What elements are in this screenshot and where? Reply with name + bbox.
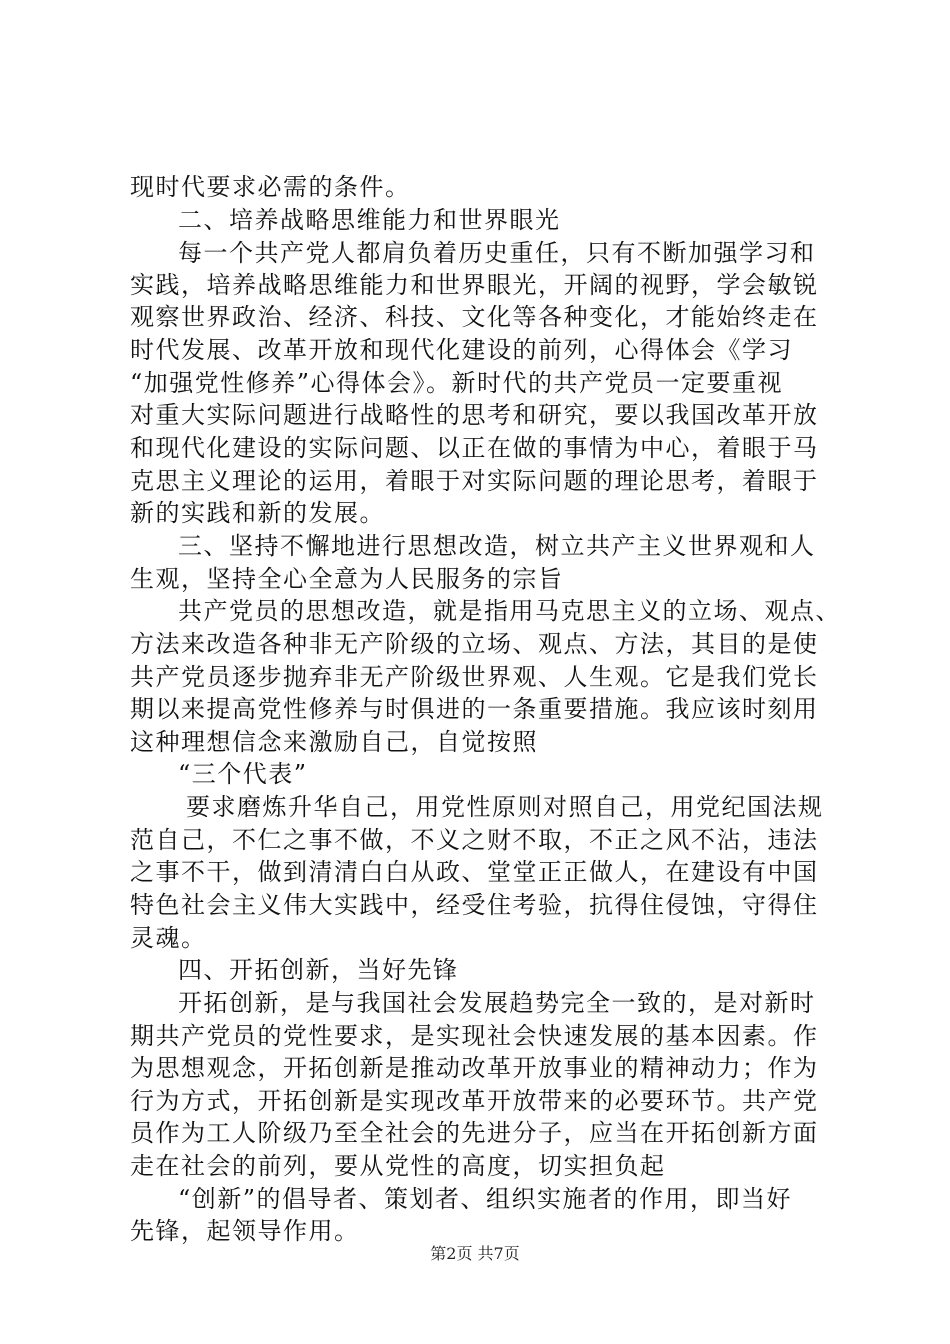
text-line: 开拓创新，是与我国社会发展趋势完全一致的，是对新时: [178, 989, 816, 1017]
section-heading: 四、开拓创新，当好先锋: [178, 956, 459, 984]
text-line: 期共产党员的党性要求，是实现社会快速发展的基本因素。作: [130, 1022, 819, 1050]
text-line: 先锋，起领导作用。: [130, 1217, 360, 1245]
text-line: 观察世界政治、经济、科技、文化等各种变化，才能始终走在: [130, 303, 819, 331]
text-line: 时代发展、改革开放和现代化建设的前列，心得体会《学习: [130, 336, 793, 364]
text-line: 之事不干，做到清清白白从政、堂堂正正做人，在建设有中国: [130, 858, 819, 886]
text-line: “加强党性修养”心得体会》。新时代的共产党员一定要重视: [130, 369, 784, 397]
text-line: 灵魂。: [130, 924, 207, 952]
text-line: 特色社会主义伟大实践中，经受住考验，抗得住侵蚀，守得住: [130, 891, 819, 919]
text-line: 和现代化建设的实际问题、以正在做的事情为中心，着眼于马: [130, 434, 819, 462]
text-line: 员作为工人阶级乃至全社会的先进分子，应当在开拓创新方面: [130, 1119, 819, 1147]
section-heading: 二、培养战略思维能力和世界眼光: [178, 206, 561, 234]
text-line: 现时代要求必需的条件。: [130, 173, 411, 201]
text-line: 共产党员逐步抛弃非无产阶级世界观、人生观。它是我们党长: [130, 663, 819, 691]
text-line: 行为方式，开拓创新是实现改革开放带来的必要环节。共产党: [130, 1087, 819, 1115]
text-line: 共产党员的思想改造，就是指用马克思主义的立场、观点、: [178, 597, 841, 625]
text-line: 走在社会的前列，要从党性的高度，切实担负起: [130, 1152, 666, 1180]
text-line: “三个代表”: [178, 760, 308, 788]
text-line: 每一个共产党人都肩负着历史重任，只有不断加强学习和: [178, 239, 816, 267]
text-line: 要求磨炼升华自己，用党性原则对照自己，用党纪国法规: [186, 793, 824, 821]
text-line: 期以来提高党性修养与时俱进的一条重要措施。我应该时刻用: [130, 695, 819, 723]
text-line: 新的实践和新的发展。: [130, 499, 385, 527]
section-heading: 三、坚持不懈地进行思想改造，树立共产主义世界观和人: [178, 532, 816, 560]
text-line: 为思想观念，开拓创新是推动改革开放事业的精神动力；作为: [130, 1054, 819, 1082]
text-line: 对重大实际问题进行战略性的思考和研究，要以我国改革开放: [130, 401, 819, 429]
text-line: 克思主义理论的运用，着眼于对实际问题的理论思考，着眼于: [130, 467, 819, 495]
text-line: 实践，培养战略思维能力和世界眼光，开阔的视野，学会敏锐: [130, 271, 819, 299]
page-footer: 第2页 共7页: [430, 1244, 520, 1263]
text-line: 这种理想信念来激励自己，自觉按照: [130, 728, 538, 756]
text-line: 范自己，不仁之事不做，不义之财不取，不正之风不沾，违法: [130, 826, 819, 854]
section-heading-continued: 生观，坚持全心全意为人民服务的宗旨: [130, 565, 564, 593]
text-line: 方法来改造各种非无产阶级的立场、观点、方法，其目的是使: [130, 630, 819, 658]
text-line: “创新”的倡导者、策划者、组织实施者的作用，即当好: [178, 1185, 793, 1213]
